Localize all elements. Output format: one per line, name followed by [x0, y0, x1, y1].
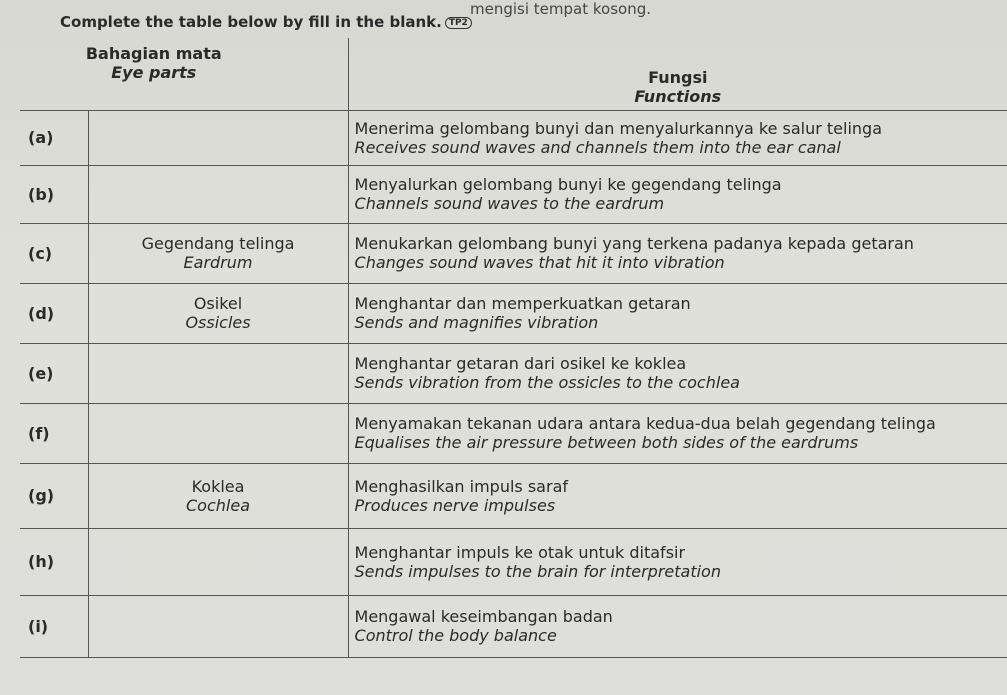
function-cell: [348, 283, 1007, 343]
function-ms: Menghasilkan impuls saraf: [354, 476, 568, 496]
eye-part-ms: Koklea: [191, 476, 245, 496]
function-cell: [348, 165, 1007, 223]
function-ms: Menghantar getaran dari osikel ke koklea: [354, 354, 687, 373]
function-en: Produces nerve impulses: [354, 495, 556, 515]
function-ms: Menukarkan gelombang bunyi yang terkena padanya kepada getaran: [354, 234, 914, 253]
function-ms: Mengawal keseimbangan badan: [354, 607, 613, 626]
function-en: Sends and magnifies vibration: [354, 313, 599, 332]
header-col2-ms: Fungsi: [648, 67, 708, 87]
function-ms: Menerima gelombang bunyi dan menyalurkannya ke salur telinga: [354, 118, 882, 138]
row-label: (f): [20, 403, 88, 463]
instruction-label: Complete the table below by fill in the blank.: [60, 13, 442, 31]
function-en: Control the body balance: [354, 626, 557, 645]
eye-part-cell: [88, 528, 348, 595]
eye-part-cell: [88, 403, 348, 463]
row-label: (h): [20, 528, 88, 595]
row-label: (a): [20, 110, 88, 165]
function-cell: [348, 528, 1007, 595]
eye-part-cell: [88, 110, 348, 165]
function-en: Sends impulses to the brain for interpretation: [354, 561, 721, 581]
eye-part-cell: [88, 463, 348, 528]
header-col1-en: Eye parts: [111, 63, 197, 82]
function-cell: [348, 110, 1007, 165]
eye-part-cell: [88, 595, 348, 657]
row-label: (i): [20, 595, 88, 657]
eye-part-en: Cochlea: [186, 495, 250, 515]
function-en: Sends vibration from the ossicles to the cochlea: [354, 373, 740, 392]
table-row: [20, 595, 1007, 657]
eye-part-cell: [88, 343, 348, 403]
row-label: (g): [20, 463, 88, 528]
function-en: Channels sound waves to the eardrum: [354, 194, 665, 213]
eye-part-ms: Gegendang telinga: [141, 234, 295, 253]
eye-part-cell: [88, 283, 348, 343]
header-functions: [348, 38, 1007, 110]
table-row: [20, 528, 1007, 595]
function-ms: Menyalurkan gelombang bunyi ke gegendang telinga: [354, 175, 782, 194]
header-eye-parts: [20, 38, 348, 110]
eye-part-cell: [88, 165, 348, 223]
instruction-text: [60, 13, 472, 31]
table-row: [20, 403, 1007, 463]
table-row: [20, 223, 1007, 283]
eye-part-en: Eardrum: [183, 253, 253, 272]
function-cell: [348, 223, 1007, 283]
function-ms: Menghantar dan memperkuatkan getaran: [354, 294, 691, 313]
eye-part-en: Ossicles: [185, 313, 251, 332]
function-cell: [348, 343, 1007, 403]
row-label: (c): [20, 223, 88, 283]
table-row: [20, 343, 1007, 403]
eye-part-cell: [88, 223, 348, 283]
function-cell: [348, 595, 1007, 657]
cut-off-instruction: mengisi tempat kosong.: [470, 0, 651, 18]
function-en: Changes sound waves that hit it into vibration: [354, 253, 725, 272]
eye-part-ms: Osikel: [193, 294, 243, 313]
table-row: [20, 283, 1007, 343]
tp-badge: TP2: [445, 17, 472, 29]
header-col1-ms: Bahagian mata: [85, 44, 222, 63]
eye-parts-table: [20, 38, 1007, 658]
function-cell: [348, 463, 1007, 528]
row-label: (b): [20, 165, 88, 223]
table-row: [20, 165, 1007, 223]
function-en: Equalises the air pressure between both sides of the eardrums: [354, 433, 859, 452]
header-col2-en: Functions: [634, 86, 722, 106]
function-ms: Menyamakan tekanan udara antara kedua-dua belah gegendang telinga: [354, 414, 936, 433]
table-row: [20, 463, 1007, 528]
function-en: Receives sound waves and channels them into the ear canal: [354, 137, 841, 157]
table-row: [20, 110, 1007, 165]
function-ms: Menghantar impuls ke otak untuk ditafsir: [354, 542, 686, 562]
row-label: (e): [20, 343, 88, 403]
row-label: (d): [20, 283, 88, 343]
table-header-row: [20, 38, 1007, 110]
function-cell: [348, 403, 1007, 463]
